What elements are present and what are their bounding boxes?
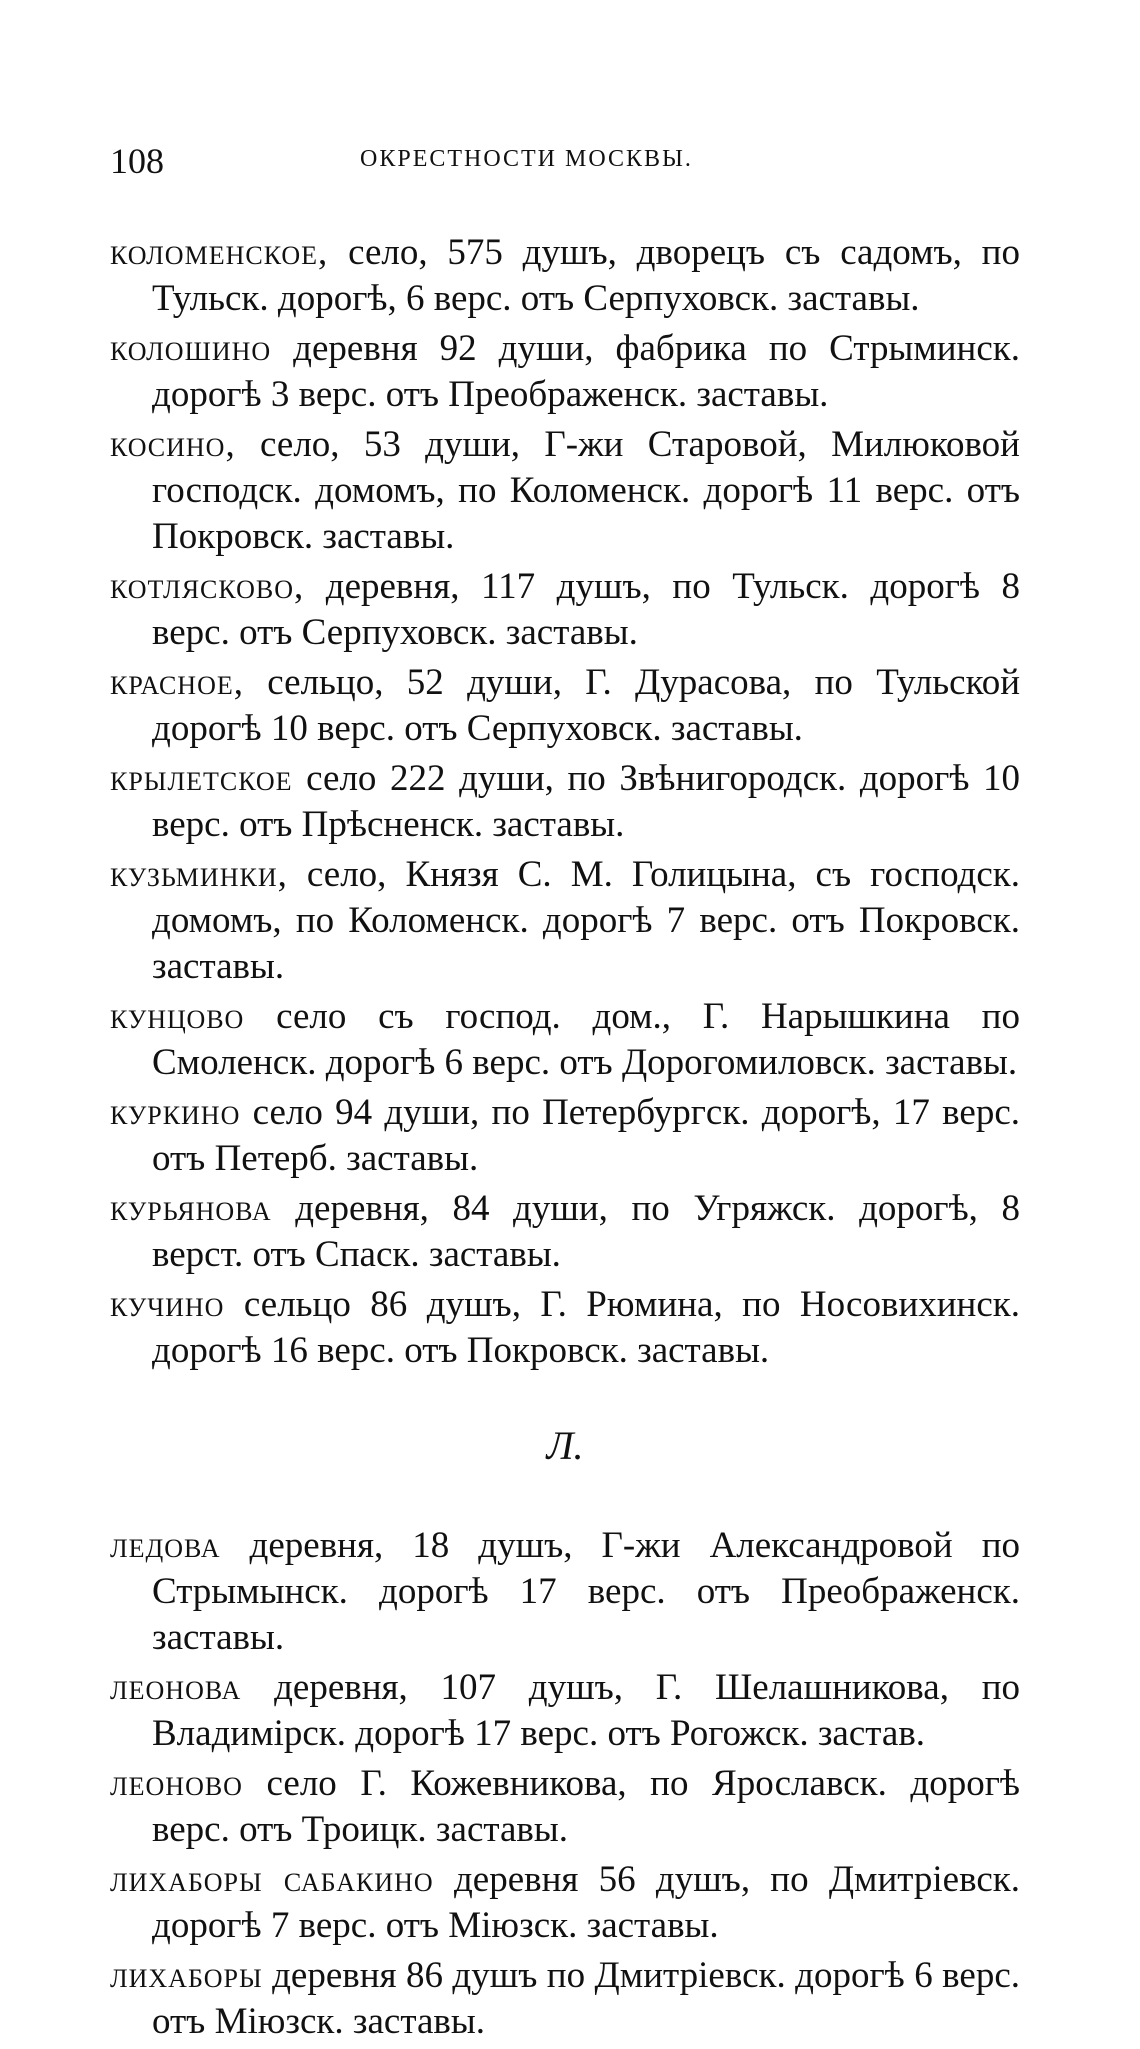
- entry-text: село, Князя С. М. Голицына, съ господск. домомъ, по Коломенск. дорогѣ 7 верс. отъ Покровск. заставы.: [152, 854, 1020, 987]
- entry-text: деревня, 18 душъ, Г-жи Александровой по Стрымынск. дорогѣ 17 верс. отъ Преображенск. заставы.: [152, 1525, 1020, 1658]
- gazetteer-entry: [110, 230, 1020, 322]
- entry-text: деревня, 107 душъ, Г. Шелашникова, по Владимірск. дорогѣ 17 верс. отъ Рогожск. застав.: [152, 1667, 1020, 1754]
- entry-headword: лихаборы сабакино: [110, 1859, 434, 1900]
- entry-text: деревня, 117 душъ, по Тульск. дорогѣ 8 верс. отъ Серпуховск. заставы.: [152, 566, 1020, 653]
- entry-headword: котлясково,: [110, 566, 305, 607]
- entry-headword: кучино: [110, 1284, 225, 1325]
- gazetteer-entry: [110, 326, 1020, 418]
- entry-headword: леонова: [110, 1667, 242, 1708]
- gazetteer-entry: [110, 1282, 1020, 1374]
- book-page: [110, 140, 1020, 2049]
- section-letter: Л.: [546, 1423, 584, 1468]
- entry-text: деревня 56 душъ, по Дмитріевск. дорогѣ 7 верс. отъ Міюзск. заставы.: [152, 1859, 1021, 1946]
- entry-headword: куркино: [110, 1092, 241, 1133]
- entry-headword: лихаборы: [110, 1955, 263, 1996]
- gazetteer-entry: [110, 1953, 1020, 2045]
- gazetteer-entry: [110, 994, 1020, 1086]
- entry-headword: красное,: [110, 662, 244, 703]
- gazetteer-entry: [110, 1665, 1020, 1757]
- entry-text: село, 575 душъ, дворецъ съ садомъ, по Тульск. дорогѣ, 6 верс. отъ Серпуховск. заставы.: [152, 232, 1020, 319]
- entry-headword: косино,: [110, 424, 236, 465]
- entry-text: деревня 92 души, фабрика по Стрыминск. дорогѣ 3 верс. отъ Преображенск. заставы.: [152, 328, 1020, 415]
- entry-headword: кунцово: [110, 996, 245, 1037]
- entry-text: сельцо 86 душъ, Г. Рюмина, по Носовихинск. дорогѣ 16 верс. отъ Покровск. заставы.: [152, 1284, 1020, 1371]
- gazetteer-entry: [110, 852, 1020, 990]
- entry-text: деревня 86 душъ по Дмитріевск. дорогѣ 6 верс. отъ Міюзск. заставы.: [152, 1955, 1020, 2042]
- entries-section-l: [110, 1523, 1020, 2045]
- entry-text: село 222 души, по Звѣнигородск. дорогѣ 10 верс. отъ Прѣсненск. заставы.: [152, 758, 1020, 845]
- gazetteer-entry: [110, 1761, 1020, 1853]
- gazetteer-entry: [110, 1857, 1020, 1949]
- gazetteer-entry: [110, 660, 1020, 752]
- entry-headword: крылетское: [110, 758, 293, 799]
- entry-text: село Г. Кожевникова, по Ярославск. дорогѣ верс. отъ Троицк. заставы.: [152, 1763, 1020, 1850]
- gazetteer-entry: [110, 564, 1020, 656]
- page-number: 108: [110, 141, 164, 181]
- entry-text: деревня, 84 души, по Угряжск. дорогѣ, 8 верст. отъ Спаск. заставы.: [152, 1188, 1020, 1275]
- page-header: [110, 140, 1020, 190]
- running-title: ОКРЕСТНОСТИ МОСКВЫ.: [360, 146, 693, 172]
- entry-headword: леоново: [110, 1763, 243, 1804]
- entry-headword: ледова: [110, 1525, 221, 1566]
- entry-headword: коломенское,: [110, 232, 329, 273]
- gazetteer-entry: [110, 1090, 1020, 1182]
- entry-text: сельцо, 52 души, Г. Дурасова, по Тульской дорогѣ 10 верс. отъ Серпуховск. заставы.: [152, 662, 1020, 749]
- entry-text: село 94 души, по Петербургск. дорогѣ, 17 верс. отъ Петерб. заставы.: [152, 1092, 1020, 1179]
- entry-headword: курьянова: [110, 1188, 272, 1229]
- gazetteer-entry: [110, 1186, 1020, 1278]
- entry-headword: колошино: [110, 328, 272, 369]
- entry-text: село, 53 души, Г-жи Старовой, Милюковой господск. домомъ, по Коломенск. дорогѣ 11 верс. отъ Покровск. заставы.: [152, 424, 1020, 557]
- gazetteer-entry: [110, 422, 1020, 560]
- gazetteer-entry: [110, 756, 1020, 848]
- entry-text: село съ господ. дом., Г. Нарышкина по Смоленск. дорогѣ 6 верс. отъ Дорогомиловск. заставы.: [152, 996, 1020, 1083]
- entry-headword: кузьминки,: [110, 854, 288, 895]
- gazetteer-entry: [110, 1523, 1020, 1661]
- entries-section-k: [110, 230, 1020, 1374]
